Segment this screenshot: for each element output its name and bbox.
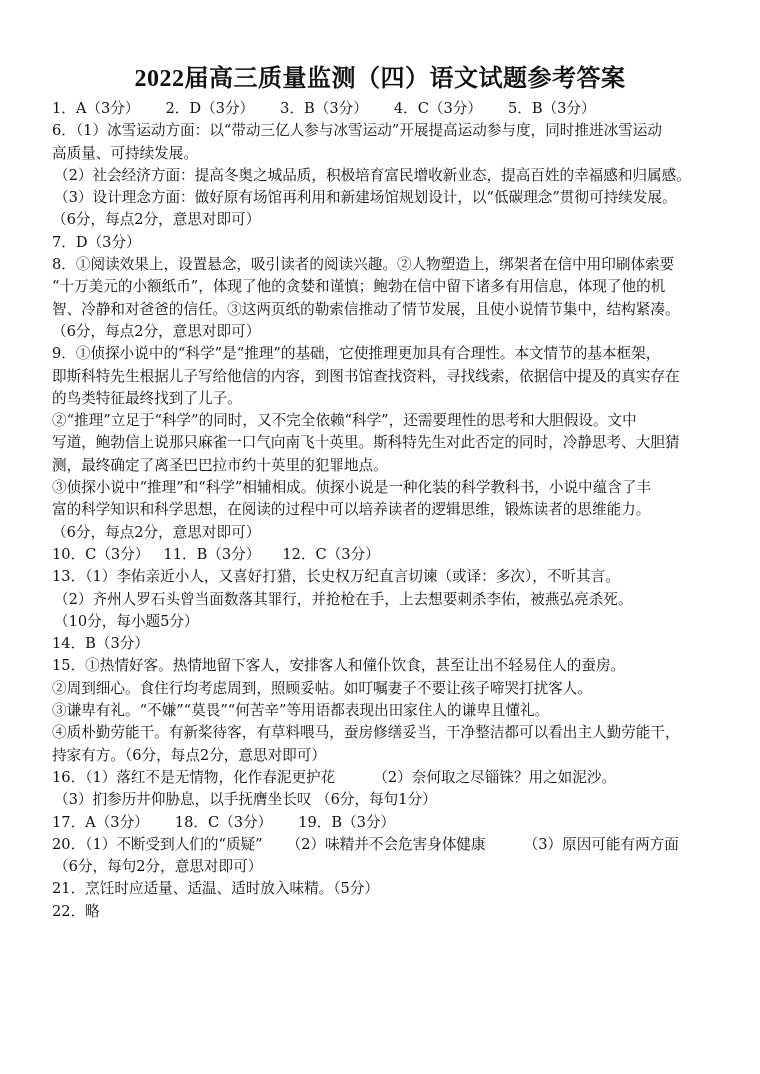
answer-19: 19．B（3分） bbox=[298, 813, 396, 831]
answer-20-scoring: （6分，每句2分，意思对即可） bbox=[54, 858, 263, 876]
answer-15-line-4: ④质朴勤劳能干。有新桨待客，有草料喂马，蚕房修缮妥当，干净整洁都可以看出主人勤劳能干， bbox=[52, 724, 680, 742]
answer-8-scoring: （6分，每点2分，意思对即可） bbox=[52, 322, 261, 340]
answer-8-line-1: 8．①阅读效果上，设置悬念，吸引读者的阅读兴趣。②人物塑造上，绑架者在信中用印刷体索要 bbox=[52, 256, 675, 274]
answer-7: 7．D（3分） bbox=[52, 233, 141, 251]
answer-9-scoring: （6分，每点2分，意思对即可） bbox=[52, 523, 261, 541]
answer-13-line-1: 13．（1）李佑亲近小人，又喜好打猎，长史权万纪直言切谏（或译：多次），不听其言。 bbox=[52, 568, 620, 586]
answer-6-line-4: （3）设计理念方面：做好原有场馆再利用和新建场馆规划设计，以“低碳理念”贯彻可持续发展。 bbox=[54, 189, 677, 207]
answer-20-part-2: （2）味精并不会危害身体健康 bbox=[286, 835, 486, 853]
answer-4: 4．C（3分） bbox=[393, 100, 482, 117]
answer-15-line-2: ②周到细心。食住行均考虑周到，照顾妥帖。如叮嘱妻子不要让孩子啼哭打扰客人。 bbox=[52, 679, 592, 697]
answer-body bbox=[52, 98, 716, 923]
answer-9-line-4: ②“推理”立足于“科学”的同时，又不完全依赖“科学”，还需要理性的思考和大胆假设。文中 bbox=[52, 412, 637, 430]
answer-8-line-2: “十万美元的小额纸币”，体现了他的贪婪和谨慎；鲍勃在信中留下诸多有用信息，体现了他的机 bbox=[52, 278, 666, 296]
answer-16-part-1: 16．（1）落红不是无情物，化作春泥更护花 bbox=[52, 768, 336, 786]
page-title: 2022届高三质量监测（四）语文试题参考答案 bbox=[134, 66, 626, 92]
answer-16-line-1 bbox=[52, 767, 716, 789]
answer-9-line-2: 即斯科特先生根据儿子写给他信的内容，到图书馆查找资料，寻找线索，依据信中提及的真实存在 bbox=[52, 367, 680, 385]
answer-1: 1．A（3分） bbox=[52, 100, 140, 117]
answer-12: 12．C（3分） bbox=[282, 545, 380, 563]
answer-11: 11．B（3分） bbox=[163, 545, 261, 563]
answer-6-line-2: 高质量、可持续发展。 bbox=[52, 144, 198, 162]
answer-15-line-3: ③谦卑有礼。“不嫌”“莫畏”“何苦辛”等用语都表现出田家住人的谦卑且懂礼。 bbox=[52, 702, 550, 720]
answer-9-line-6: 测，最终确定了离圣巴巴拉市约十英里的犯罪地点。 bbox=[52, 456, 388, 474]
answer-14: 14．B（3分） bbox=[52, 635, 149, 653]
answers-1-5 bbox=[52, 98, 716, 120]
answer-20-part-1: 20．（1）不断受到人们的“质疑” bbox=[52, 835, 263, 853]
answers-17-19 bbox=[52, 812, 716, 834]
answer-13-scoring: （10分，每小题5分） bbox=[54, 612, 199, 630]
answer-15-line-5: 持家有方。（6分，每点2分，意思对即可） bbox=[52, 746, 326, 764]
answer-9-line-7: ③侦探小说中“推理”和“科学”相辅相成。侦探小说是一种化装的科学教科书，小说中蕴含了丰 bbox=[52, 479, 652, 497]
answer-3: 3．B（3分） bbox=[280, 100, 368, 117]
answer-5: 5．B（3分） bbox=[507, 100, 596, 117]
answer-10: 10．C（3分） bbox=[52, 545, 150, 563]
answer-6-line-1: 6．（1）冰雪运动方面：以“带动三亿人参与冰雪运动”开展提高运动参与度，同时推进冰雪运动 bbox=[52, 122, 662, 140]
answer-9-line-3: 的鸟类特征最终找到了儿子。 bbox=[52, 389, 242, 407]
answer-9-line-5: 写道，鲍勃信上说那只麻雀一口气向南飞十英里。斯科特先生对此否定的同时，冷静思考、大胆猜 bbox=[52, 434, 680, 452]
answer-2: 2．D（3分） bbox=[165, 100, 255, 117]
answer-20-line-1 bbox=[52, 834, 716, 856]
answers-10-12 bbox=[52, 544, 716, 566]
answer-6-line-3: （2）社会经济方面：提高冬奥之城品质，积极培育富民增收新业态，提高百姓的幸福感和归属感。 bbox=[54, 166, 691, 184]
answer-21: 21．烹饪时应适量、适温、适时放入味精。（5分） bbox=[52, 880, 380, 898]
answer-8-line-3: 智、冷静和对爸爸的信任。③这两页纸的勒索信推动了情节发展，且使小说情节集中，结构紧凑。 bbox=[52, 300, 680, 318]
answer-6-scoring: （6分，每点2分，意思对即可） bbox=[52, 211, 261, 229]
answer-22: 22．略 bbox=[52, 902, 100, 920]
answer-15-line-1: 15．①热情好客。热情地留下客人，安排客人和僮仆饮食，甚至让出不轻易住人的蚕房。 bbox=[52, 657, 626, 675]
answer-16-part-2: （2）奈何取之尽锱铢？用之如泥沙。 bbox=[373, 768, 617, 786]
answer-9-line-1: 9．①侦探小说中的“科学”是“推理”的基础，它使推理更加具有合理性。本文情节的基本框架， bbox=[52, 345, 661, 363]
answer-16-line-2: （3）扪参历井仰胁息，以手抚膺坐长叹 （6分，每句1分） bbox=[54, 791, 437, 809]
answer-17: 17．A（3分） bbox=[52, 813, 149, 831]
answer-9-line-8: 富的科学知识和科学思想，在阅读的过程中可以培养读者的逻辑思维，锻炼读者的思维能力。 bbox=[52, 501, 651, 519]
answer-13-line-2: （2）齐州人罗石头曾当面数落其罪行，并抢枪在手，上去想要刺杀李佑，被燕弘亮杀死。 bbox=[54, 590, 633, 608]
answer-20-part-3: （3）原因可能有两方面 bbox=[523, 835, 679, 853]
answer-18: 18．C（3分） bbox=[174, 813, 273, 831]
